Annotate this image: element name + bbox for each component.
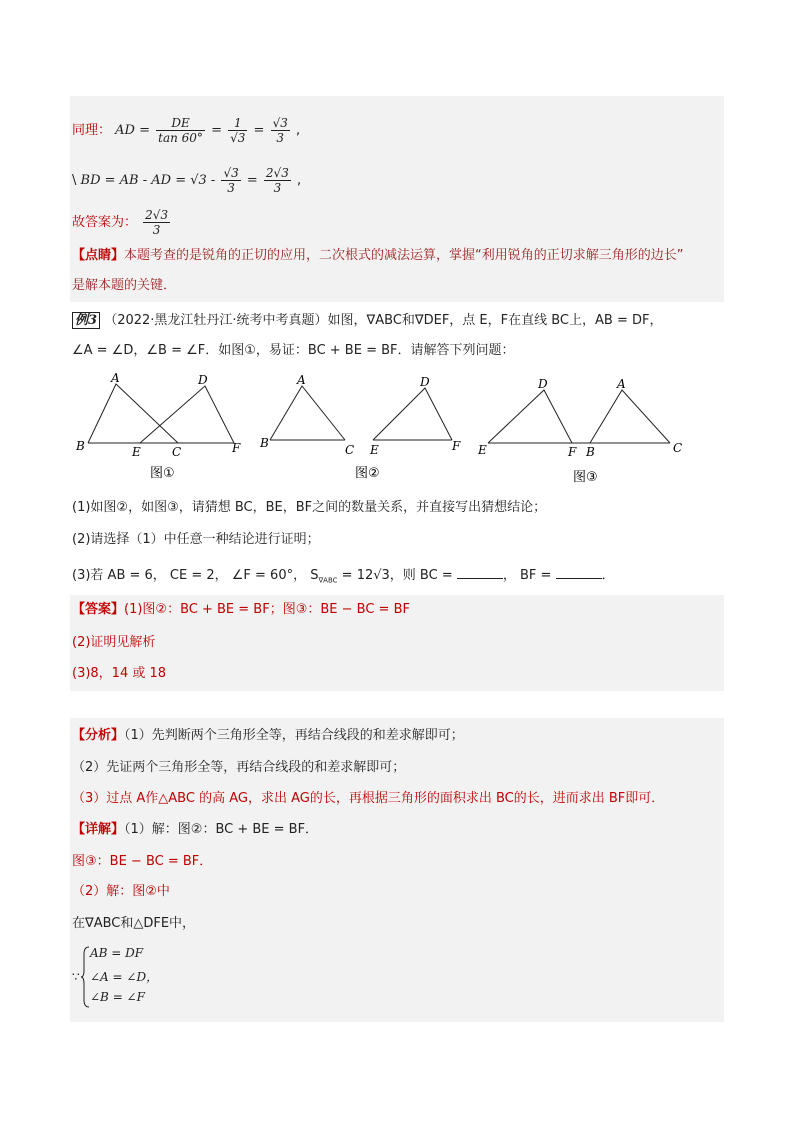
fig3-label-b: B [586, 445, 595, 459]
fig1-triangle-abc [88, 384, 178, 443]
answer-line-3: (3)8，14 或 18 [72, 666, 167, 681]
congruence-system [72, 946, 192, 1010]
fig1-label-d: D [198, 373, 208, 387]
fraction: $\frac{√3}{3}$ [272, 116, 288, 145]
answer-line-2: (2)证明见解析 [72, 635, 156, 650]
example-intro-line-2: ∠A = ∠D，∠B = ∠F．如图①，易证：BC + BE = BF．请解答下列问题： [72, 343, 515, 358]
fraction: $\frac{√3}{3}$ [223, 166, 239, 195]
question-2: (2)请选择（1）中任意一种结论进行证明； [72, 532, 320, 547]
comment-line-1: 【点睛】本题考查的是锐角的正切的应用，二次根式的减法运算，掌握“利用锐角的正切求解三角形的边长” [72, 248, 684, 263]
fig2-label-a: A [297, 373, 306, 387]
fig1-label-c: C [172, 445, 182, 459]
fig2-label-e: E [370, 443, 379, 457]
question-1: (1)如图②，如图③，请猜想 BC，BE，BF之间的数量关系，并直接写出猜想结论； [72, 500, 547, 515]
fig1-label-a: A [111, 371, 120, 385]
fig2-label-d: D [420, 375, 430, 389]
answer-blank-bc [457, 566, 503, 579]
example-intro-line-1: 例3 （2022·黑龙江牡丹江·统考中考真题）如图，∇ABC和∇DEF，点 E，F在直线 BC上，AB = DF， [72, 311, 662, 331]
analysis-line-1: 【分析】（1）先判断两个三角形全等，再结合线段的和差求解即可； [72, 728, 464, 743]
brace-icon [80, 946, 90, 1008]
analysis-line-3: （3）过点 A作△ABC 的高 AG，求出 AG的长，再根据三角形的面积求出 BC的长，进而求出 BF即可． [72, 791, 665, 806]
fig3-triangle-def [488, 390, 572, 443]
solution-line-3: 故答案为： $\frac{2√3}{3}$ [72, 208, 169, 237]
fig3-triangle-abc [590, 390, 670, 443]
fig3-label-c: C [673, 441, 683, 455]
detail-line-4: 在∇ABC和△DFE中， [72, 916, 196, 931]
fig1-label-b: B [76, 439, 85, 453]
fraction: $\frac{2√3}{3}$ [145, 208, 169, 237]
analysis-line-2: （2）先证两个三角形全等，再结合线段的和差求解即可； [72, 760, 406, 775]
fig1-label-f: F [232, 441, 241, 455]
comment-line-2: 是解本题的关键． [72, 278, 177, 293]
fig3-label-e: E [478, 443, 487, 457]
fig2-label-b: B [260, 436, 269, 450]
fig3-label-d: D [538, 377, 548, 391]
question-3: (3)若 AB = 6， CE = 2， ∠F = 60°， $S_{\nabla ABC} = 12√3$，则 BC = ， BF = ． [72, 568, 615, 585]
fraction: $\frac{1}{√3}$ [230, 116, 246, 145]
system-eq-2: ∠A = ∠D， [90, 970, 159, 984]
fig2-label-c: C [345, 443, 355, 457]
because-symbol: ∵ [72, 970, 80, 984]
fig3-label-a: A [617, 377, 626, 391]
system-eq-1: AB = DF [90, 946, 144, 960]
fraction: $\frac{DE}{\tan 60^\circ}$ [158, 116, 203, 145]
fig2-triangle-def [373, 388, 452, 440]
answer-line-1: 【答案】(1)图②：BC + BE = BF；图③：BE − BC = BF [72, 602, 410, 617]
fig3-caption: 图③ [573, 470, 598, 485]
fig2-label-f: F [452, 439, 461, 453]
system-eq-3: ∠B = ∠F [90, 990, 145, 1004]
detail-line-1: 【详解】（1）解：图②：BC + BE = BF． [72, 822, 319, 837]
fig2-caption: 图② [355, 466, 380, 481]
fig1-triangle-def [140, 386, 234, 443]
answer-blank-bf [556, 566, 602, 579]
fig3-label-f: F [568, 445, 577, 459]
detail-line-2: 图③：BE − BC = BF． [72, 854, 213, 869]
fig1-label-e: E [132, 445, 141, 459]
detail-line-3: （2）解：图②中 [72, 884, 170, 899]
fig1-caption: 图① [150, 466, 175, 481]
solution-line-2: \ BD = AB - AD = √3 - $\frac{√3}{3}$ = $\frac{2√3}{3}$ , [72, 166, 302, 195]
example-tag: 例3 [72, 312, 100, 329]
solution-line-1: 同理： AD = $\frac{DE}{\tan 60^\circ}$ = $\frac{1}{√3}$ = $\frac{√3}{3}$ , [72, 116, 301, 145]
geometry-figures [0, 370, 794, 490]
fraction: $\frac{2√3}{3}$ [265, 166, 289, 195]
fig2-triangle-abc [270, 386, 345, 440]
